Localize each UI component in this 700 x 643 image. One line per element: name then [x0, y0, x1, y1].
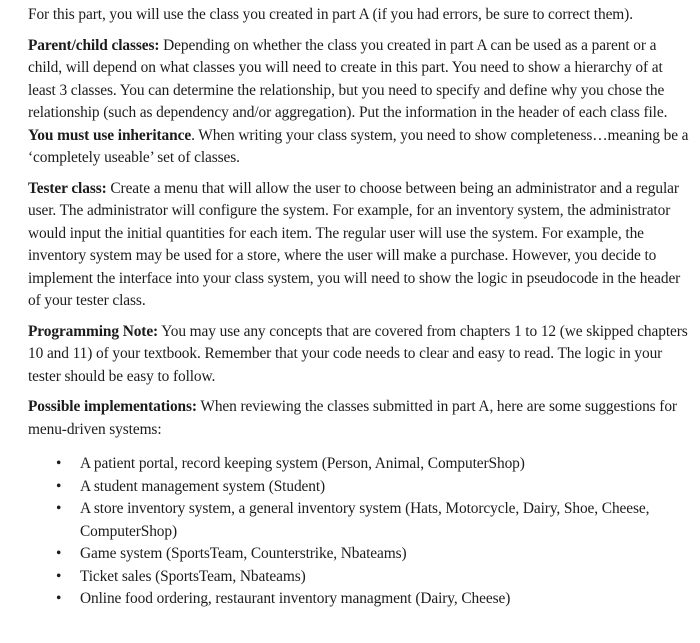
possible-implementations-text: When reviewing the classes submitted in part A, here are some suggestions for menu-driven systems:	[28, 398, 677, 438]
inheritance-emphasis: You must use inheritance	[28, 126, 192, 144]
list-item	[28, 476, 692, 499]
parent-child-text-end: . When writing your class system, you need to show completeness…meaning be a ‘completely useable’ set of classes.	[28, 126, 689, 166]
bullet-icon: •	[56, 500, 62, 517]
programming-note-text: You may use any concepts that are covered from chapters 1 to 12 (we skipped chapters 10 and 11) of your textbook. Remember that your code needs to clear and easy to read. The logic in your tester should be easy to follow.	[28, 322, 688, 385]
parent-child-text: Depending on whether the class you created in part A can be used as a parent or a child, will depend on what classes you will need to create in this part. You need to show a hierarchy of at least 3 classes. You can determine the relationship, but you need to specify and define why you chose the relationship (such as dependency and/or aggregation). Put the information in the header of each class file.	[28, 36, 668, 121]
list-item	[28, 543, 692, 566]
parent-child-paragraph	[28, 35, 692, 170]
list-item-text: Game system (SportsTeam, Counterstrike, Nbateams)	[80, 545, 407, 562]
list-item-text: Ticket sales (SportsTeam, Nbateams)	[80, 567, 306, 585]
parent-child-heading: Parent/child classes:	[28, 36, 160, 54]
list-item	[28, 498, 692, 543]
intro-paragraph: For this part, you will use the class you created in part A (if you had errors, be sure to correct them).	[28, 6, 633, 23]
list-item	[28, 453, 692, 476]
possible-implementations-paragraph	[28, 396, 692, 441]
bullet-icon: •	[56, 567, 62, 585]
list-item-text: A store inventory system, a general inventory system (Hats, Motorcycle, Dairy, Shoe, Cheese, ComputerShop)	[80, 500, 650, 540]
bullet-icon: •	[56, 545, 62, 562]
tester-class-heading: Tester class:	[28, 179, 107, 197]
tester-class-paragraph	[28, 178, 692, 313]
programming-note-paragraph	[28, 321, 692, 389]
list-item-text: A student management system (Student)	[80, 477, 326, 495]
programming-note-heading: Programming Note:	[28, 322, 159, 340]
list-item	[28, 588, 692, 611]
bullet-icon: •	[56, 455, 62, 472]
list-item-text: A patient portal, record keeping system (Person, Animal, ComputerShop)	[80, 455, 525, 472]
bullet-icon: •	[56, 477, 62, 495]
possible-implementations-heading: Possible implementations:	[28, 398, 197, 415]
bullet-icon: •	[56, 590, 62, 607]
tester-class-text: Create a menu that will allow the user to choose between being an administrator and a regular user. The administrator will configure the system. For example, for an inventory system, the administrator would input the initial quantities for each item. The regular user will use the system. For example, the inventory system may be used for a store, where the user will make a purchase. However, you decide to implement the interface into your class system, you will need to show the logic in pseudocode in the header of your tester class.	[28, 179, 681, 309]
list-item-text: Online food ordering, restaurant inventory managment (Dairy, Cheese)	[80, 590, 511, 607]
implementation-list	[28, 453, 692, 611]
list-item	[28, 566, 692, 589]
